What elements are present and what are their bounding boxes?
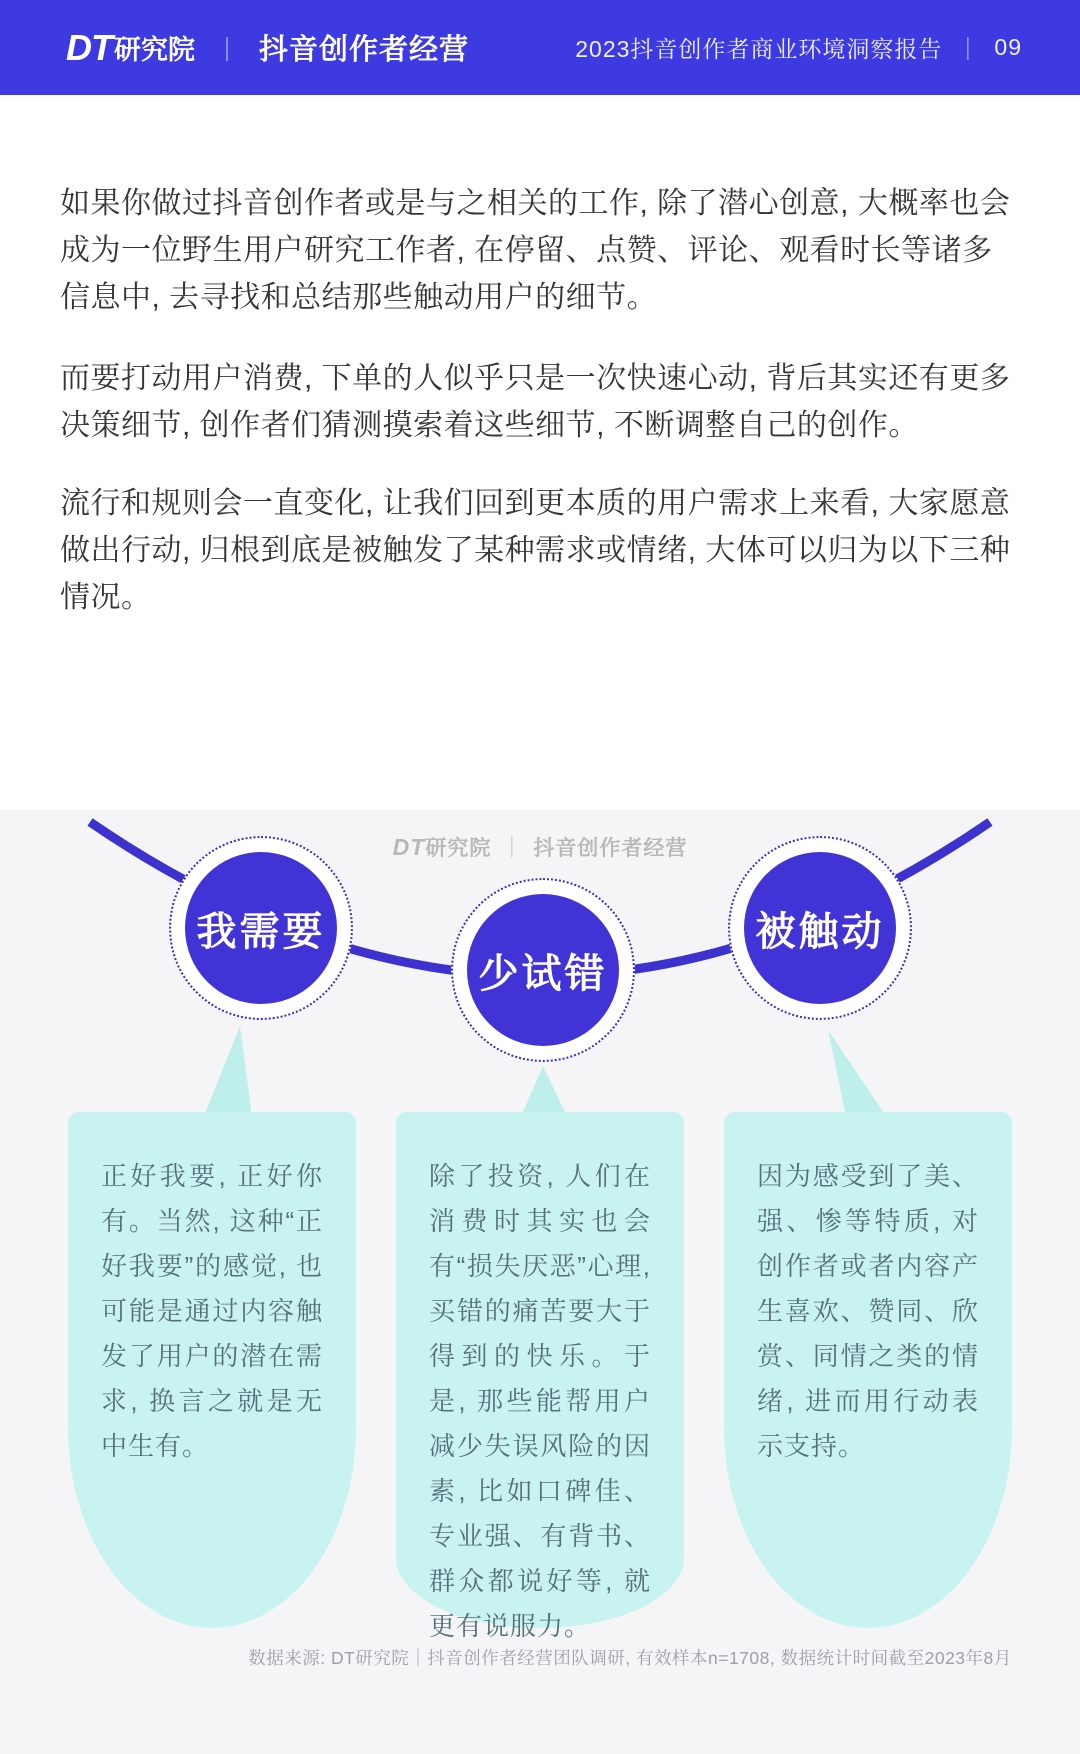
data-source-note: 数据来源: DT研究院｜抖音创作者经营团队调研, 有效样本n=1708, 数据统计时间截至2023年8月 bbox=[248, 1648, 1012, 1668]
watermark-dt-suffix: 研究院 bbox=[425, 837, 492, 860]
header-bar bbox=[0, 0, 1080, 95]
node-touched-label: 被触动 bbox=[755, 909, 885, 954]
node-less-trial-circle bbox=[451, 878, 635, 1062]
node-less-trial-disc bbox=[467, 894, 619, 1046]
report-title-block bbox=[575, 31, 1022, 64]
watermark-dt-logo: DT bbox=[392, 834, 426, 860]
watermark-separator: ｜ bbox=[501, 837, 524, 860]
header-separator: ｜ bbox=[215, 37, 239, 64]
panel-touched bbox=[724, 1112, 1012, 1628]
node-need-circle bbox=[169, 836, 353, 1020]
panel-need-text: 正好我要, 正好你有。当然, 这种“正好我要”的感觉, 也可能是通过内容触发了用户的潜在需求, 换言之就是无中生有。 bbox=[101, 1161, 323, 1461]
header-logo bbox=[66, 27, 469, 69]
page-separator: ｜ bbox=[956, 36, 981, 62]
intro-paragraph-3: 流行和规则会一直变化, 让我们回到更本质的用户需求上来看, 大家愿意做出行动, 归根到底是被触发了某种需求或情绪, 大体可以归为以下三种情况。 bbox=[60, 487, 1011, 614]
intro-paragraph-1: 如果你做过抖音创作者或是与之相关的工作, 除了潜心创意, 大概率也会成为一位野生用户研究工作者, 在停留、点赞、评论、观看时长等诸多信息中, 去寻找和总结那些触动用户的细节。 bbox=[60, 187, 1011, 314]
panel-less-trial-text: 除了投资, 人们在消费时其实也会有“损失厌恶”心理, 买错的痛苦要大于得到的快乐。于是, 那些能帮用户减少失误风险的因素, 比如口碑佳、专业强、有背书、群众都说好等, 就更有说服力。 bbox=[429, 1161, 651, 1641]
node-touched-disc bbox=[744, 852, 896, 1004]
report-title: 2023抖音创作者商业环境洞察报告 bbox=[575, 36, 943, 62]
intro-paragraph-2: 而要打动用户消费, 下单的人似乎只是一次快速心动, 背后其实还有更多决策细节, 创作者们猜测摸索着这些细节, 不断调整自己的创作。 bbox=[60, 362, 1011, 442]
watermark bbox=[0, 832, 1080, 862]
dt-logo-suffix: 研究院 bbox=[114, 35, 195, 65]
node-touched-circle bbox=[728, 836, 912, 1020]
panel-less-trial bbox=[396, 1112, 684, 1641]
page-number: 09 bbox=[994, 34, 1022, 60]
watermark-brand: 抖音创作者经营 bbox=[533, 837, 688, 860]
panel-touched-text: 因为感受到了美、强、惨等特质, 对创作者或者内容产生喜欢、赞同、欣赏、同情之类的情绪, 进而用行动表示支持。 bbox=[757, 1161, 979, 1461]
node-less-trial-label: 少试错 bbox=[478, 951, 608, 996]
node-need-label: 我需要 bbox=[196, 909, 326, 954]
brand-title: 抖音创作者经营 bbox=[259, 34, 470, 66]
panel-need bbox=[68, 1112, 356, 1628]
node-need-disc bbox=[185, 852, 337, 1004]
dt-logo: DT bbox=[66, 26, 112, 68]
